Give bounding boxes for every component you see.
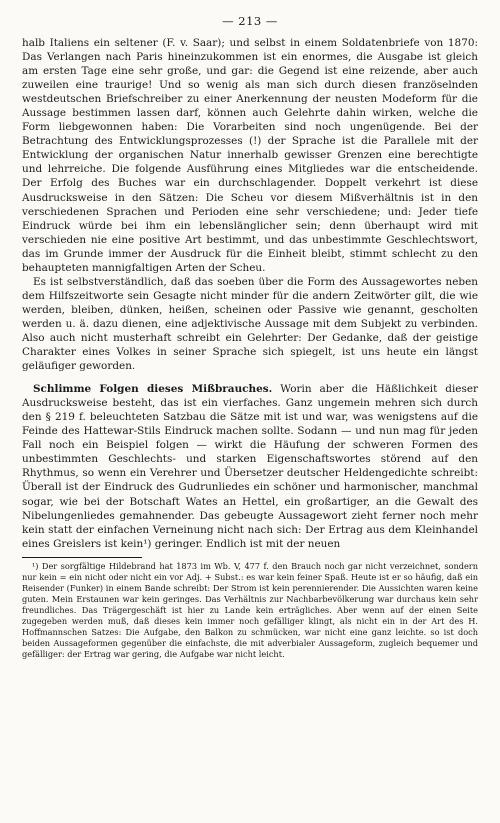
footnote-rule <box>22 557 142 558</box>
main-text <box>22 36 478 551</box>
footnote <box>22 561 478 660</box>
section-paragraph <box>22 382 478 551</box>
page-number: — 213 — <box>222 14 278 28</box>
paragraph-1: halb Italiens ein seltener (F. v. Saar); und selbst in einem Soldatenbriefe von 1870: Das Verlangen nach Paris hineinzukommen ist ein enormes, die Ausgabe ist gleich am ersten Tage eine sehr große, und gar: die Gegend ist eine reizende, aber auch zuweilen eine traurige! Und so wenig als man sich durch diesen französelnden westdeutschen Briefschreiber zu einer Anerkennung der neusten Modeform für die Aussage bestimmen lassen darf, können auch Gelehrte dahin wirken, welche die Form liebgewonnen haben: Die Vorarbeiten sind noch ungenügende. Bei der Betrachtung des Entwicklungsprozesses (!) der Sprache ist die Parallele mit der Entwicklung der organischen Natur innerhalb gewisser Grenzen eine berechtigte und lehrreiche. Die folgende Ausführung eines Mitgliedes war die entscheidende. Der Erfolg des Buches war ein durchschlagender. Doppelt verkehrt ist diese Ausdrucksweise in den Sätzen: Die Scheu vor diesem Mißverhältnis ist in den verschiedenen Sprachen und Perioden eine sehr verschiedene; und: Jeder tiefe Eindruck würde bei ihm ein lebenslänglicher sein; denn überhaupt wird mit verschieden nie eine positive Art bestimmt, und das unbestimmte Geschlechtswort, das im Grunde immer der Ausdruck für die Einheit bleibt, stimmt schlecht zu den behaupteten mannigfaltigen Arten der Scheu. <box>22 37 478 274</box>
paragraph-2: Es ist selbstverständlich, daß das soeben über die Form des Aussagewortes neben dem Hilfszeitworte sein Gesagte nicht minder für die andern Zeitwörter gilt, die wie werden, bleiben, dünken, heißen, scheinen oder Passive wie genannt, gescholten werden u. ä. dazu dienen, eine adjektivische Aussage mit dem Subjekt zu verbinden. Also auch nicht musterhaft schreibt ein Gelehrter: Der Gedanke, daß der geistige Charakter eines Volkes in seiner Sprache sich spiegelt, ist uns heute ein längst geläufiger geworden. <box>22 275 478 373</box>
section-text: Worin aber die Häßlichkeit dieser Ausdrucksweise besteht, das ist ein vierfaches. Ganz ungemein mehren sich durch den § 219 f. beleuchteten Satzbau die Sätze mit ist und war, was wenigstens auf die Feinde des Hattewar-Stils Eindruck machen sollte. Sodann — und nun mag für jeden Fall noch ein Beispiel folgen — wirkt die Häufung der schweren Formen des unbestimmten Geschlechts- und starken Eigenschaftswortes störend auf den Rhythmus, so wenn ein Verehrer und Übersetzer deutscher Heldengedichte schreibt: Überall ist der Eindruck des Gudrunliedes ein schöner und harmonischer, manchmal sogar, wie bei der Botschaft Wates an Hettel, ein großartiger, an die Gewalt des Nibelungenliedes gemahnender. Das gebeugte Aussagewort zieht ferner noch mehr kein statt der einfachen Verneinung nicht nach sich: Der Ertrag aus dem Kleinhandel eines Greislers ist kein¹) geringer. Endlich ist mit der neuen <box>22 383 478 550</box>
section-title: Schlimme Folgen dieses Mißbrauches. <box>33 383 273 396</box>
footnote-text: ¹) Der sorgfältige Hildebrand hat 1873 im Wb. V, 477 f. den Brauch noch gar nicht verzeichnet, sondern nur kein = ein nicht oder nicht ein vor Adj. + Subst.: es war kein feiner Spaß. Heute ist er so häufig, daß ein Reisender (Funker) in einem Bande schreibt: Der Strom ist kein perennierender. Die Aussichten waren keine guten. Mein Erstaunen war kein geringes. Das Verhältnis zur Nachbarbevölkerung war durchaus kein sehr freundliches. Das Trägergeschäft ist hier zu Lande kein erträgliches. Aber wenn auf der einen Seite zugegeben werden muß, daß dieses kein immer noch gefälliger klingt, als nicht ein in der Art des H. Hoffmannschen Satzes: Die Aufgabe, den Balkon zu schmücken, war nicht eine ganz leichte. so ist doch beiden Aussageformen gegenüber die einfachste, die mit adverbialer Aussageform, zugleich bequemer und gefälliger: der Ertrag war gering, die Aufgabe war nicht leicht. <box>22 560 478 660</box>
